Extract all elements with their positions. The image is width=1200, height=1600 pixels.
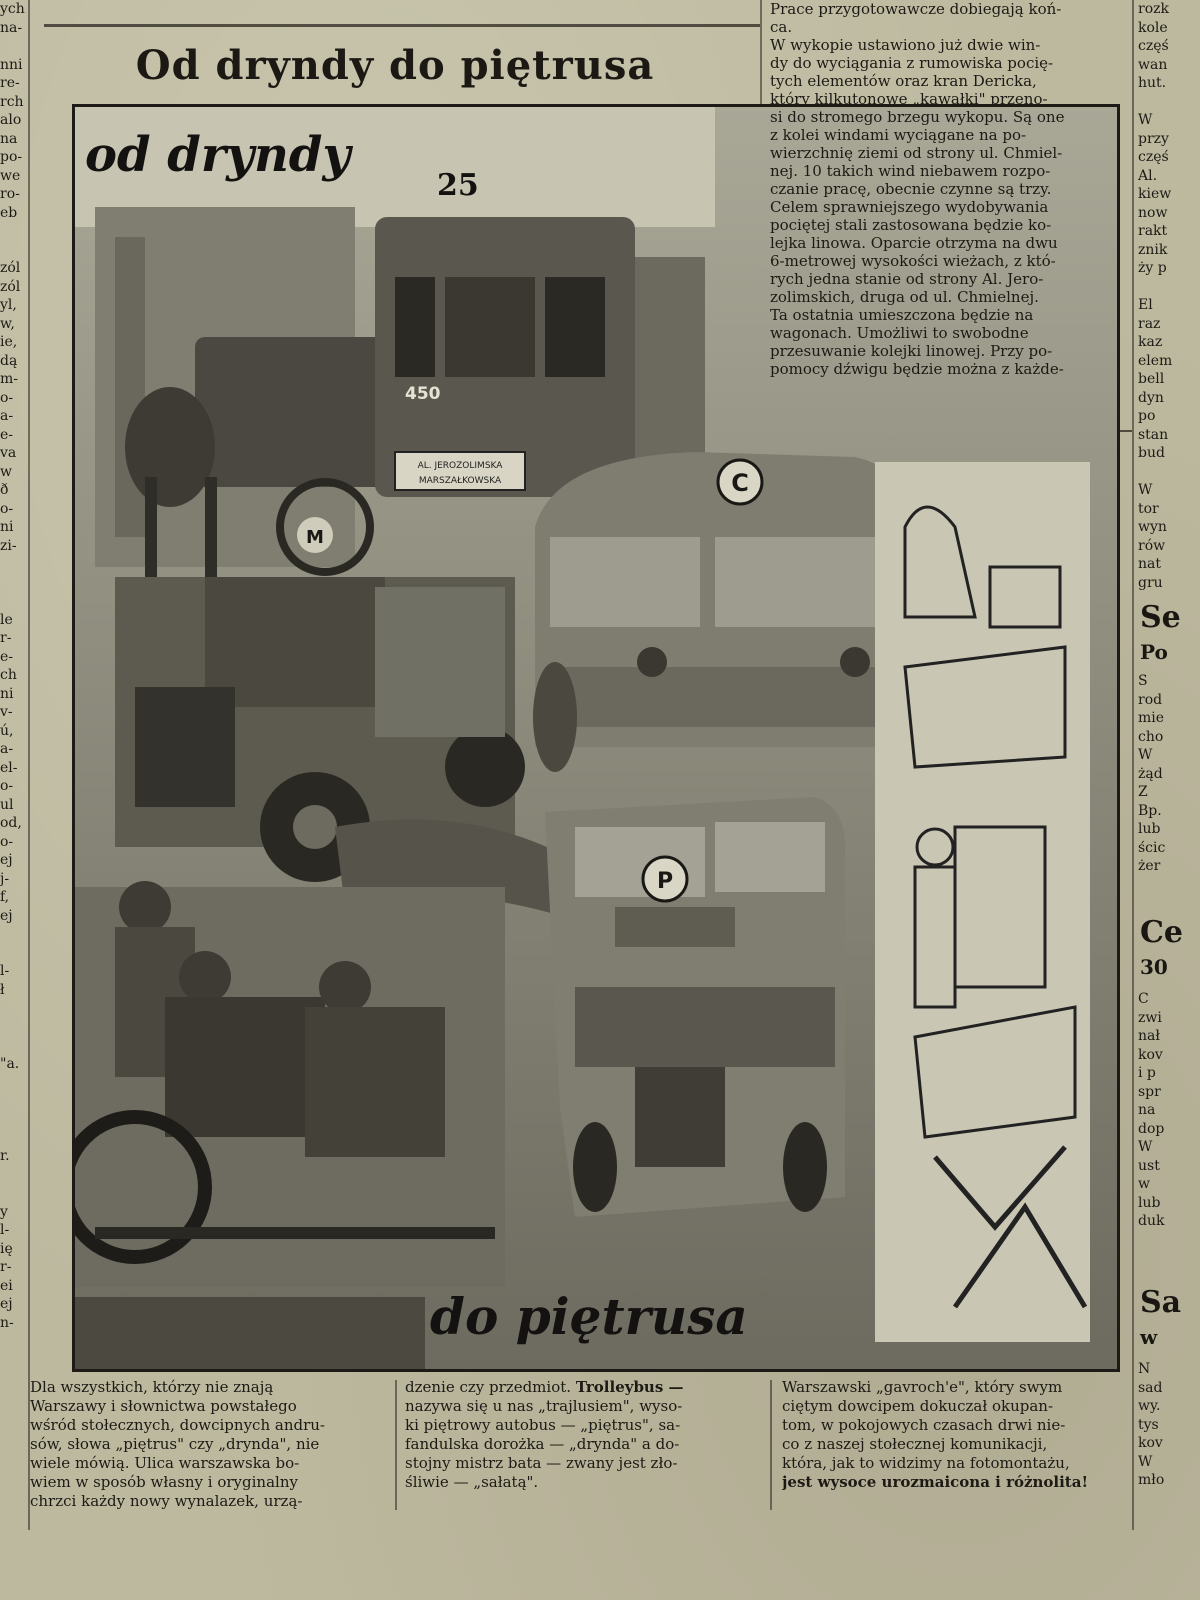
headline: Od dryndy do piętrusa: [135, 42, 655, 89]
double-decker-bus-illustration: [545, 797, 845, 1217]
caption-column-1: Dla wszystkich, którzy nie znają Warszawy i słownictwa powstałego wśród stołecznych, dowcipnych andru- sów, słowa „piętrus" czy „drynda", nie wiele mówią. Ulica warszawska bo- wiem w sposób własny i oryginalny chrzci każdy nowy wynalazek, urzą-: [30, 1378, 325, 1510]
headline-top-rule: [44, 24, 760, 27]
bus-badge: P: [656, 869, 674, 894]
rickshaw-illustration: [75, 881, 505, 1287]
tram-sign-line1: AL. JEROZOLIMSKA: [417, 461, 503, 471]
photo-bottom-strip: [75, 1297, 425, 1369]
caption-rule-2: [770, 1380, 772, 1510]
column-rule-right: [1132, 0, 1134, 1530]
right-fragment-head2: Ce: [1140, 915, 1183, 950]
tram-route-number: 25: [437, 168, 479, 203]
trolleybus-badge: C: [731, 469, 749, 497]
right-column-article: Prace przygotowawcze dobiegają koń- ca. W wykopie ustawiono już dwie win- dy do wyciągania z rumowiska pocię- tych elementów oraz kran Dericka, który kilkutonowe „kawałki" przeno- si do stromego brzegu wykopu. Są one z kolei windami wyciągane na po- wierzchnię ziemi od strony ul. Chmiel- nej. 10 takich wind niebawem rozpo- czanie pracę, obecnie czynne są trzy. Celem sprawniejszego wydobywania pociętej stali zastosowana będzie ko- lejka linowa. Oparcie otrzyma na dwu 6-metrowej wysokości wieżach, z któ- rych jedna stanie od strony Al. Jero- zolimskich, druga od ul. Chmielnej. Ta ostatnia umieszczona będzie na wagonach. Umożliwi to swobodne przesuwanie kolejki linowej. Przy po- pomocy dźwigu będzie można z każde-: [770, 0, 1065, 378]
truck-badge: M: [306, 527, 324, 548]
tram-number: 450: [405, 384, 441, 404]
right-fragment-head1: Se: [1140, 600, 1181, 635]
right-fragment-mid: S rod mie cho W żąd Z Bp. lub ścic żer: [1138, 673, 1166, 874]
right-fragment-head3: Sa: [1140, 1285, 1182, 1320]
right-fragment-head3b: w: [1140, 1325, 1158, 1349]
caption-column-3: [782, 1378, 1130, 1518]
trolleybus-illustration: [535, 452, 910, 747]
column-rule-left: [28, 0, 30, 1530]
right-fragment-bottom: N sad wy. tys kov W mło: [1138, 1361, 1165, 1488]
caption-3-text: Warszawski „gavroch'e", który swym ciętym dowcipem dokuczał okupan- tom, w pokojowych czasach drwi nie- co z naszej stołecznej komunikacji, która, jak to widzimy na fotomontażu,: [782, 1378, 1070, 1472]
right-fragment-top: rozk kole częś wan hut. W przy częś Al. kiew now rakt znik ży p El raz kaz elem bell dyn po stan bud W tor wyn rów nat gru: [1138, 1, 1173, 590]
caption-2-rest: nazywa się u nas „trajlusiem", wyso- ki piętrowy autobus — „piętrus", sa- fandulska dorożka — „drynda" a do- stojny mistrz bata — zwany jest zło- śliwie — „sałatą".: [405, 1397, 683, 1491]
pedestrian-figure: [533, 662, 577, 772]
right-fragment-head2b: 30: [1140, 955, 1168, 979]
caption-column-2: [405, 1378, 763, 1518]
caption-3-bold: jest wysoce urozmaicona i różnolita!: [782, 1473, 1089, 1491]
tram-sign-line2: MARSZAŁKOWSKA: [418, 476, 502, 486]
left-column-fragment: ych na- nni re- rch alo na po- we ro- eb zól zól yl, w, ie, dą m- o- a- e- va w ð o- ni zi- le r- e- ch ni v- ú, a- el- o- ul od, o- ej j- f, ej l- ł "a. r. y l- ię r- ei ej n-: [0, 1, 25, 1331]
caption-2-bold: Trolleybus —: [575, 1378, 684, 1396]
script-top: od dryndy: [85, 127, 351, 183]
right-fragment-head1b: Po: [1140, 640, 1168, 664]
caption-2-start: dzenie czy przedmiot.: [405, 1378, 576, 1396]
cartoon-drawings-panel: [875, 462, 1090, 1342]
right-fragment-low: C zwi nał kov i p spr na dop W ust w lub duk: [1138, 991, 1165, 1229]
script-bottom: do piętrusa: [430, 1287, 748, 1346]
caption-rule-1: [395, 1380, 397, 1510]
